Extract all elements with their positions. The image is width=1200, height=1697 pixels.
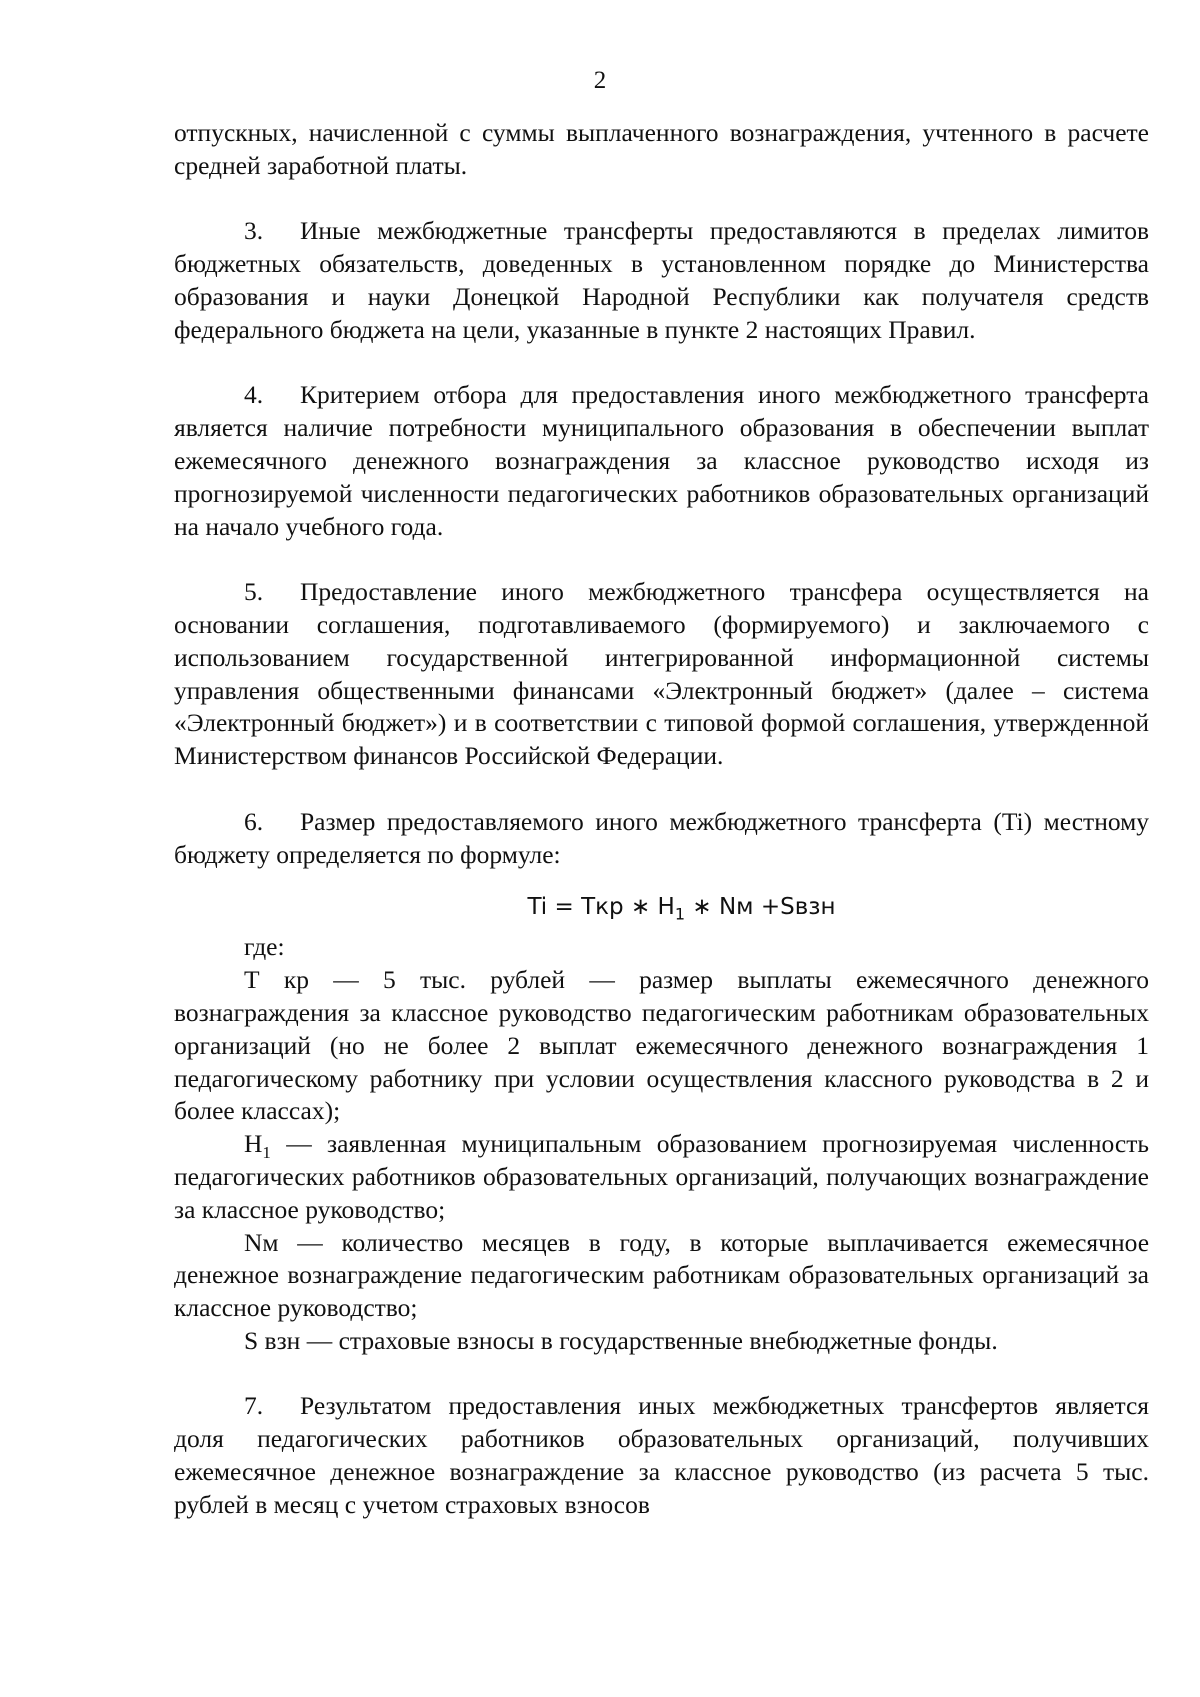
- section-6: [174, 806, 1149, 872]
- section-3-number: 3.: [244, 216, 264, 246]
- section-5-text: Предоставление иного межбюджетного трансфера осуществляется на основании соглашения, подготавливаемого (формируемого) и заключаемого с использованием государственной интегрированной информационной системы управления общественными финансами «Электронный бюджет» (далее – система «Электронный бюджет») и в соответствии с типовой формой соглашения, утвержденной Министерством финансов Российской Федерации.: [174, 577, 1149, 771]
- definition-tkr-text: — 5 тыс. рублей — размер выплаты ежемесячного денежного вознаграждения за классное руководство педагогическим работникам образовательных организаций (но не более 2 выплат ежемесячного денежного вознаграждения 1 педагогическому работнику при условии осуществления классного руководства в 2 и более классах);: [174, 965, 1149, 1126]
- page-number: 2: [593, 67, 607, 94]
- definitions: [174, 931, 1149, 1357]
- definition-nm: [174, 1227, 1149, 1325]
- formula-op2: ∗: [692, 894, 712, 921]
- section-4: [174, 379, 1149, 543]
- formula-term2-sub: 1: [674, 904, 686, 924]
- formula-term2-main: H: [657, 894, 675, 921]
- where-label: где:: [244, 932, 285, 962]
- definition-tkr-symbol: Т кр: [244, 965, 309, 995]
- definition-nm-symbol: Nм: [244, 1227, 279, 1257]
- formula-term4: Sвзн: [780, 894, 836, 921]
- formula: [174, 891, 1149, 923]
- section-6-text: Размер предоставляемого иного межбюджетного трансферта (Ti) местному бюджету определяется по формуле:: [174, 806, 1149, 869]
- formula-op3: +: [760, 894, 781, 921]
- definition-n1-text: — заявленная муниципальным образованием прогнозируемая численность педагогических работников образовательных организаций, получающих вознаграждение за классное руководство;: [174, 1129, 1150, 1224]
- section-6-number: 6.: [244, 806, 264, 836]
- section-7-number: 7.: [244, 1391, 264, 1421]
- formula-lhs: Ti: [527, 894, 548, 921]
- section-7: [174, 1390, 1149, 1521]
- definition-n1-symbol-main: Н: [244, 1129, 263, 1159]
- formula-term2: [657, 894, 686, 924]
- intro-paragraph: отпускных, начисленной с суммы выплаченного вознаграждения, учтенного в расчете средней заработной платы.: [174, 118, 1149, 180]
- section-7-text: Результатом предоставления иных межбюджетных трансфертов является доля педагогических работников образовательных организаций, получивших ежемесячное денежное вознаграждение за классное руководство (из расчета 5 тыс. рублей в месяц с учетом страховых взносов: [174, 1391, 1149, 1519]
- section-5: [174, 576, 1149, 773]
- section-3: [174, 215, 1149, 346]
- definition-svzn: [174, 1325, 1149, 1358]
- definition-n1: [174, 1128, 1149, 1226]
- definition-svzn-symbol: S взн: [244, 1325, 301, 1355]
- definition-nm-text: — количество месяцев в году, в которые выплачивается ежемесячное денежное вознаграждение педагогическим работникам образовательных организаций за классное руководство;: [174, 1227, 1150, 1323]
- formula-op1: ∗: [630, 894, 651, 921]
- section-5-number: 5.: [244, 577, 264, 607]
- section-4-text: Критерием отбора для предоставления иного межбюджетного трансферта является наличие потребности муниципального образования в обеспечении выплат ежемесячного денежного вознаграждения за классное руководство исходя из прогнозируемой численности педагогических работников образовательных организаций на начало учебного года.: [174, 380, 1149, 541]
- formula-eq: =: [554, 894, 574, 921]
- definition-n1-symbol-sub: 1: [262, 1143, 271, 1163]
- document-body: [174, 117, 1149, 1522]
- formula-term1: Ткр: [581, 894, 624, 921]
- definition-n1-symbol: [244, 1129, 271, 1163]
- section-3-text: Иные межбюджетные трансферты предоставляются в пределах лимитов бюджетных обязательств, доведенных в установленном порядке до Министерства образования и науки Донецкой Народной Республики как получателя средств федерального бюджета на цели, указанные в пункте 2 настоящих Правил.: [174, 216, 1149, 344]
- section-4-number: 4.: [244, 380, 264, 410]
- formula-term3: Nм: [718, 894, 754, 921]
- definition-tkr: [174, 964, 1149, 1128]
- definition-svzn-text: — страховые взносы в государственные внебюджетные фонды.: [306, 1325, 998, 1355]
